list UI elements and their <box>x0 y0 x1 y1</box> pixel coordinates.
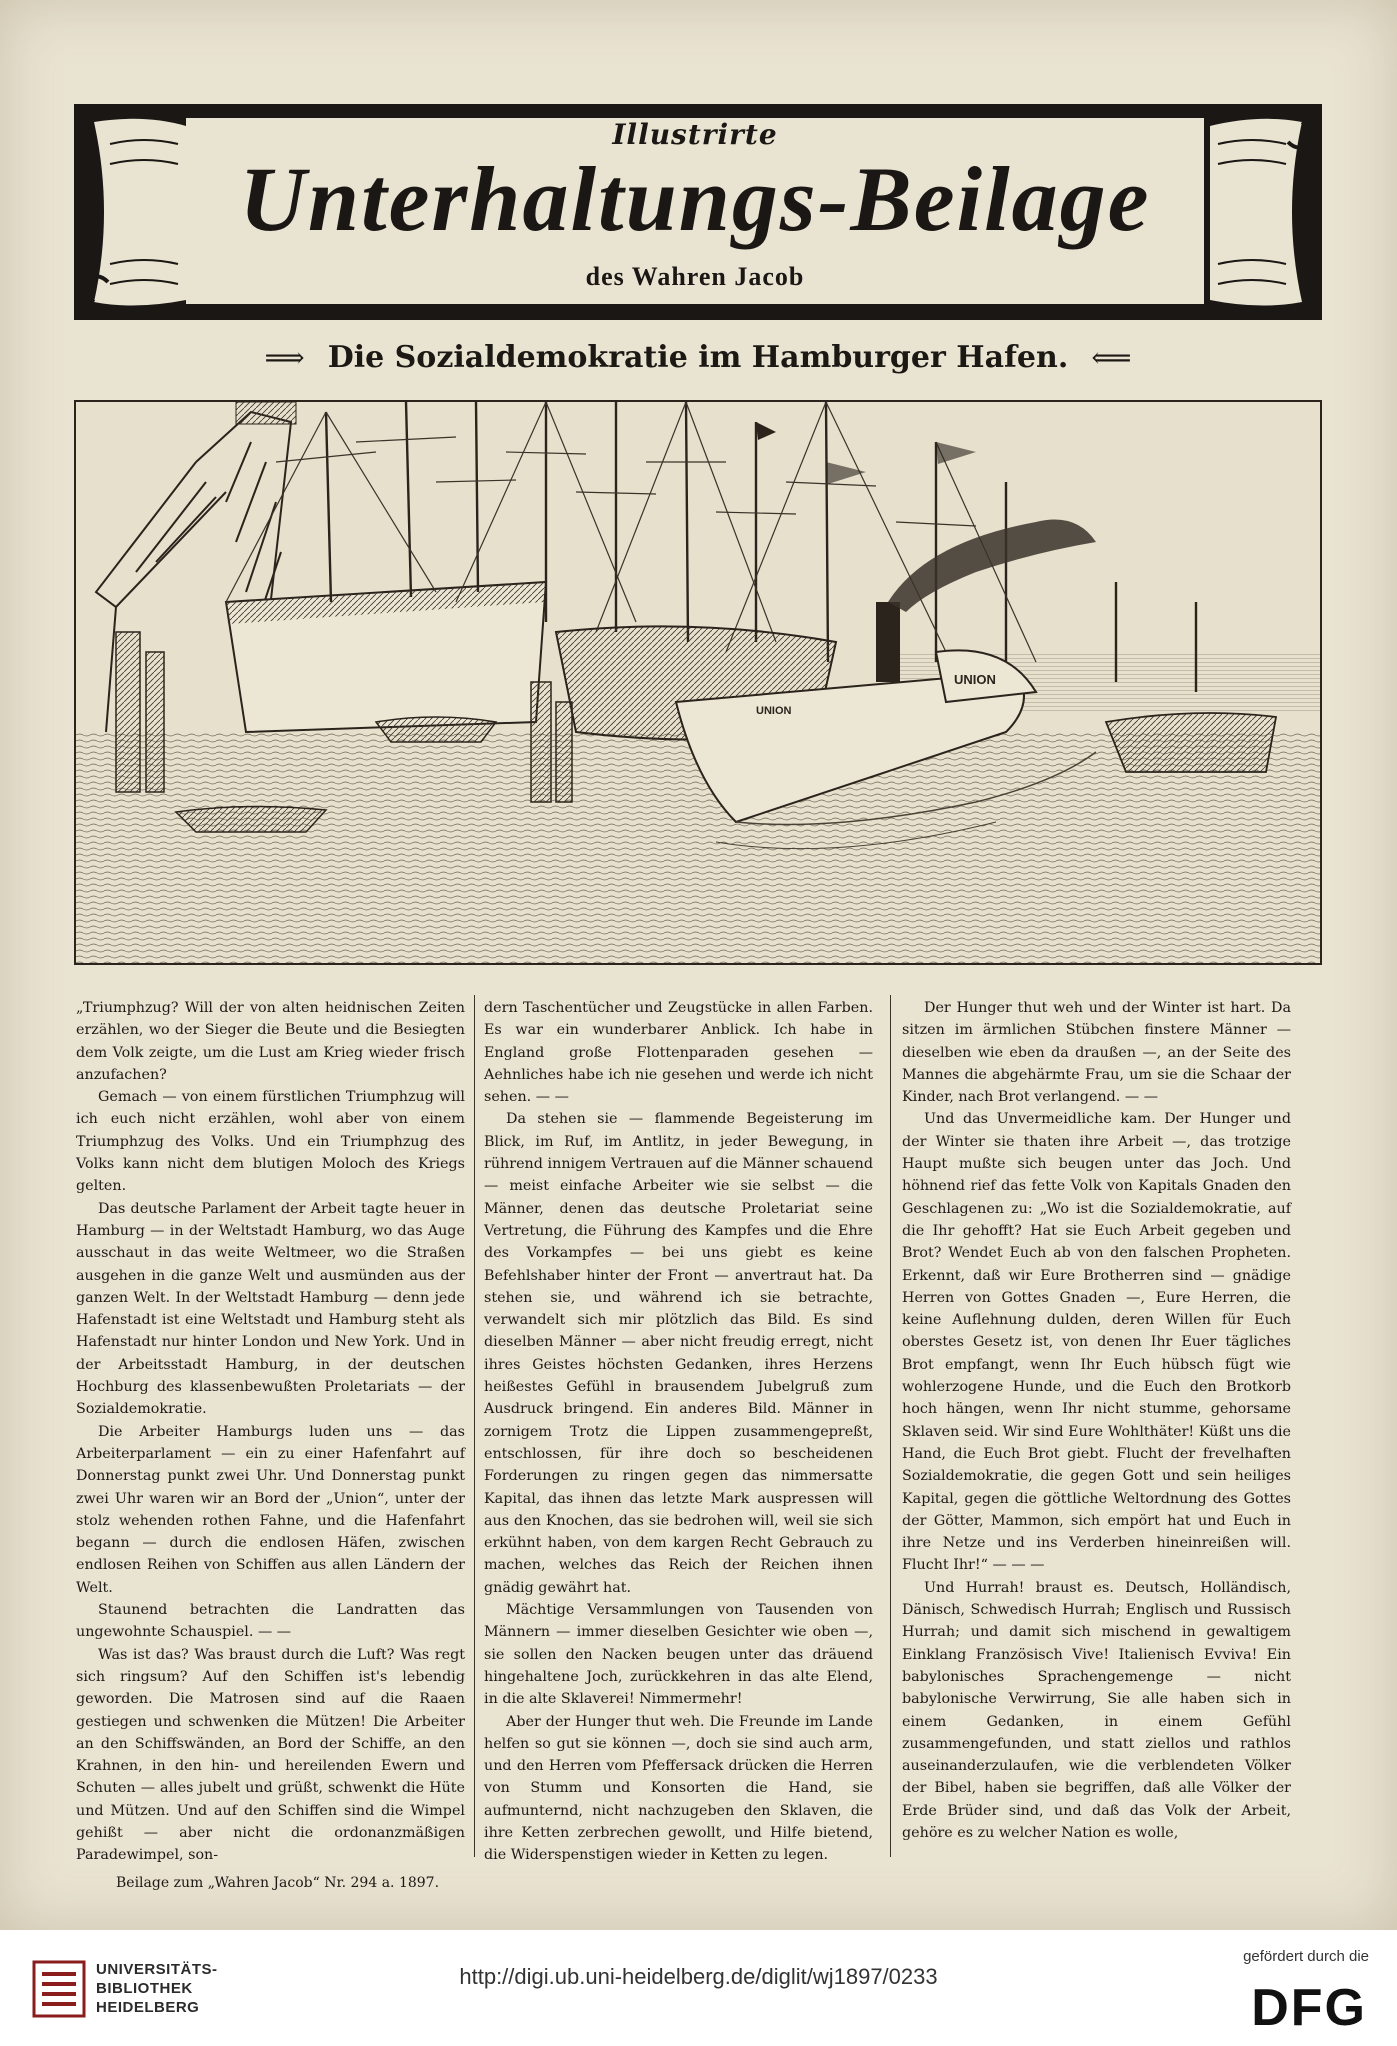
paragraph: Das deutsche Parlament der Arbeit tagte heuer in Hamburg — in der Weltstadt Hamburg, wo das Auge ausschaut in das weite Weltmeer, wo die Straßen ausgehen in die ganze Welt und ausmünden aus der ganzen Welt. In der Weltstadt Hamburg — denn jede Hafenstadt ist eine Weltstadt und Hamburg steht als Hafenstadt nur hinter London und New York. Und in der Arbeitsstadt Hamburg, in der deutschen Hochburg des klassenbewußten Proletariats — der Sozialdemokratie. <box>76 1200 465 1418</box>
issue-footnote: Beilage zum „Wahren Jacob“ Nr. 294 a. 1897. <box>116 1875 440 1891</box>
library-name-line: BIBLIOTHEK <box>96 1980 193 1997</box>
permalink-url[interactable]: http://digi.ub.uni-heidelberg.de/diglit/wj1897/0233 <box>459 1964 938 1989</box>
paragraph: Mächtige Versammlungen von Tausenden von Männern — immer dieselben Gesichter wie oben —, sie sollen den Nacken beugen unter das dräuend hingehaltene Joch, zurückkehren in das alte Elend, in die alte Sklaverei! Nimmermehr! <box>484 1602 873 1708</box>
library-name-line: UNIVERSITÄTS- <box>96 1961 218 1978</box>
paragraph: Die Arbeiter Hamburgs luden uns — das Arbeiterparlament — ein zu einer Hafenfahrt auf Donnerstag punkt zwei Uhr. Und Donnerstag punkt zwei Uhr waren wir an Bord der „Union“, unter der stolz wehenden rothen Fahne, und die Hafenfahrt begann — durch die endlosen Häfen, zwischen endlosen Reihen von Schiffen aus allen Ländern der Welt. <box>76 1423 465 1596</box>
left-ornament-icon: ⟹ <box>264 341 305 374</box>
masthead-small-line: Illustrirte <box>612 118 778 151</box>
boat-name-union-left: UNION <box>756 705 792 717</box>
library-name-line: HEIDELBERG <box>96 1999 200 2016</box>
masthead <box>74 104 1322 320</box>
harbor-engraving-drawing <box>76 402 1320 963</box>
paragraph: Da stehen sie — flammende Begeisterung im Blick, im Ruf, im Antlitz, in jeder Bewegung, in rührend innigem Vertrauen auf die Männer schauend — meist einfache Arbeiter wie sie selbst — die Männer, denen das deutsche Proletariat seine Vertretung, die Führung des Kampfes und die Ehre des Vorkampfes — bei uns giebt es keine Befehlshaber hinter der Front — anvertraut hat. Da stehen sie, und während ich sie betrachte, verwandelt sich mir plötzlich das Bild. Es sind dieselben Männer — aber nicht freudig erregt, nicht ihres Geistes höchsten Gedanken, ihres Herzens heißestes Gefühl in brausendem Jubelgruß zum Ausdruck bringend. Ein anderes Bild. Männer in zornigem Trotz die Lippen zusammengepreßt, entschlossen, für ihre doch so bescheidenen Forderungen zu ringen gegen das nimmersatte Kapital, das ihnen das letzte Mark auspressen will aus den Knochen, das sie bedrohen will, weil sie sich erkühnt haben, von dem kargen Recht Gebrauch zu machen, welches das Reich der Reichen ihnen gnädig gewährt hat. <box>484 1111 873 1596</box>
article-column-3 <box>902 997 1291 1844</box>
masthead-subtitle: des Wahren Jacob <box>585 262 805 291</box>
paragraph: dern Taschentücher und Zeugstücke in allen Farben. Es war ein wunderbarer Anblick. Ich habe in England große Flottenparaden gesehen — Aehnliches habe ich nie gesehen und werde ich nicht sehen. — — <box>484 1000 873 1106</box>
paragraph: Staunend betrachten die Landratten das ungewohnte Schauspiel. — — <box>76 1602 465 1641</box>
article-column-2 <box>484 997 873 1867</box>
scroll-ornament-left-icon <box>74 104 186 320</box>
article-headline: Die Sozialdemokratie im Hamburger Hafen. <box>327 340 1069 375</box>
sponsor-note: gefördert durch die <box>1243 1948 1369 1965</box>
paragraph: Und das Unvermeidliche kam. Der Hunger und der Winter sie thaten ihre Arbeit —, das trotzige Haupt mußte sich beugen unter das Joch. Und höhnend rief das fette Volk von Kapitals Gnaden den Geschlagenen zu: „Wo ist die Sozialdemokratie, auf die Ihr gehofft? Hat sie Euch Arbeit gegeben und Brot? Wendet Euch ab von den falschen Propheten. Erkennt, daß wir Eure Brotherren sind — gnädige Herren von Gottes Gnaden —, Eure Herren, die keine Auflehnung dulden, deren Willen für Euch oberstes Gesetz ist, von denen Ihr Euer tägliches Brot empfangt, wenn Ihr Euch hübsch fügt wie wohlerzogene Hunde, und die Euch den Brotkorb hoch hängen, wenn Ihr nicht stumme, gehorsame Sklaven seid. Wir sind Eure Wohlthäter! Küßt uns die Hand, die Euch Brot giebt. Flucht der frevelhaften Sozialdemokratie, die gegen Gott und sein heiliges Kapital, gegen die göttliche Weltordnung des Gottes der Götter, Mammon, sich empört hat und Euch in ihre Netze und ins Verderben hineinreißen will. Flucht Ihr!“ — — — <box>902 1111 1291 1574</box>
boat-name-union-right: UNION <box>954 672 996 687</box>
paragraph: Der Hunger thut weh und der Winter ist hart. Da sitzen im ärmlichen Stübchen finstere Männer — dieselben wie eben da draußen —, an der Seite des Mannes die abgehärmte Frau, um sie die Schaar der Kinder, nach Brot verlangend. — — <box>902 1000 1291 1106</box>
masthead-title: Unterhaltungs-Beilage <box>239 148 1151 250</box>
article-column-1 <box>76 997 465 1867</box>
right-ornament-icon: ⟸ <box>1091 341 1132 374</box>
paragraph: „Triumphzug? Will der von alten heidnischen Zeiten erzählen, wo der Sieger die Beute und die Besiegten dem Volk zeigte, um die Lust am Krieg wieder frisch anzufachen? <box>76 1000 465 1083</box>
masthead-banner <box>186 118 1204 304</box>
column-divider <box>474 995 475 1857</box>
paragraph: Was ist das? Was braust durch die Luft? Was regt sich ringsum? Auf den Schiffen ist's lebendig geworden. Die Matrosen sind auf die Raaen gestiegen und schwenken die Mützen! Die Arbeiter an den Schiffswänden, an Bord der Schiffe, an den Krahnen, in den hin- und hereilenden Ewern und Schuten — alles jubelt und grüßt, schwenkt die Hüte und Mützen. Und auf den Schiffen sind die Wimpel gehißt — aber nicht die ordonanzmäßigen Paradewimpel, son- <box>76 1646 465 1864</box>
library-footer-bar <box>0 1930 1397 2046</box>
paragraph: Gemach — von einem fürstlichen Triumphzug will ich euch nicht erzählen, wohl aber von einem Triumphzug des Volks. Und ein Triumphzug des Volks kann nicht dem blutigen Moloch des Kriegs gelten. <box>76 1089 465 1195</box>
column-divider <box>890 995 891 1857</box>
harbor-illustration <box>74 400 1322 965</box>
paragraph: Aber der Hunger thut weh. Die Freunde im Lande helfen so gut sie können —, doch sie sind auch arm, und den Herren vom Pfeffersack drücken die Herren von Stumm und Konsorten die Hand, sie aufmunternd, nicht nachzugeben den Sklaven, die ihre Ketten zerbrechen gewollt, und Hilfe bietend, die Widerspenstigen wieder in Ketten zu legen. <box>484 1713 873 1864</box>
scroll-ornament-right-icon <box>1210 104 1322 320</box>
dfg-logo-icon: DFG <box>1251 1979 1367 2037</box>
headline-row <box>74 340 1322 386</box>
paragraph: Und Hurrah! braust es. Deutsch, Holländisch, Dänisch, Schwedisch Hurrah; Englisch und Russisch Hurrah; und damit sich mischend in gewaltigem Einklang Französisch Vive! Italienisch Evviva! Ein babylonisches Sprachengemenge — nicht babylonische Verwirrung, Sie alle haben sich in einem Gedanken, in einem Gefühl zusammengefunden, und statt ziellos und rathlos auseinanderzulaufen, wie die verblendeten Völker der Bibel, haben sie begriffen, daß alle Völker der Erde Brüder sind, und daß das Volk der Arbeit, gehöre es zu welcher Nation es wolle, <box>902 1579 1291 1841</box>
